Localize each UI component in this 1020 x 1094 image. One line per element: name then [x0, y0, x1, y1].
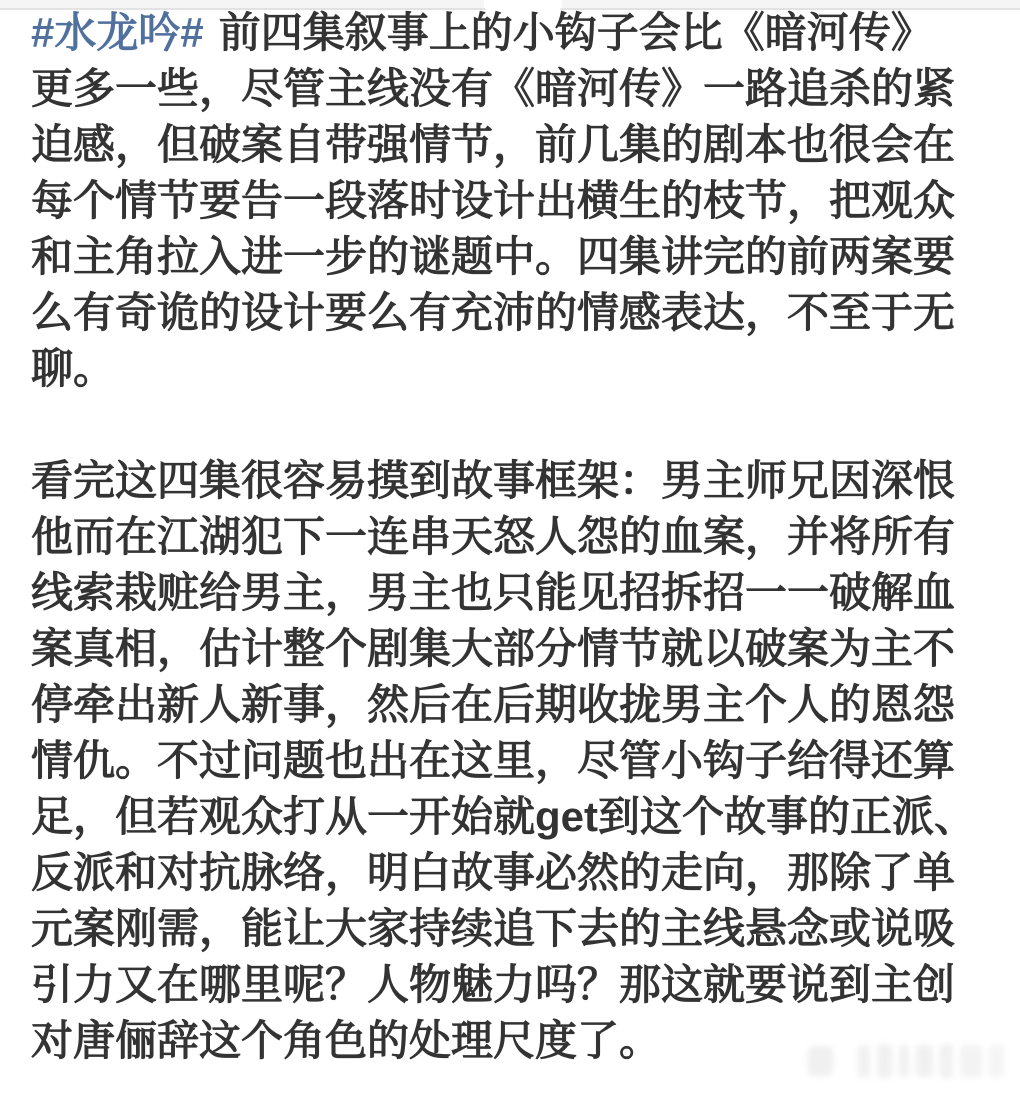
- text-line-rest: 前四集叙事上的小钩子会比《暗河传》: [218, 9, 933, 56]
- text-line: 线索栽赃给男主，男主也只能见招拆招一一破解血: [31, 569, 956, 616]
- text-line: [31, 5, 990, 61]
- text-line: 案真相，估计整个剧集大部分情节就以破案为主不: [31, 625, 956, 672]
- text-line: 迫感，但破案自带强情节，前几集的剧本也很会在: [31, 121, 956, 168]
- paragraph-1: [31, 5, 990, 397]
- text-line: 对唐俪辞这个角色的处理尺度了。: [31, 1017, 662, 1064]
- watermark-glyph: [858, 1045, 870, 1077]
- text-line: 停牵出新人新事，然后在后期收拢男主个人的恩怨: [31, 681, 956, 728]
- text-line: 元案刚需，能让大家持续追下去的主线悬念或说吸: [31, 905, 956, 952]
- text-line: 看完这四集很容易摸到故事框架：男主师兄因深恨: [31, 457, 956, 504]
- text-line: 情仇。不过问题也出在这里，尽管小钩子给得还算: [31, 737, 956, 784]
- paragraph-2: [31, 453, 990, 1069]
- weibo-watermark: [808, 1040, 1004, 1082]
- text-line: 他而在江湖犯下一连串天怒人怨的血案，并将所有: [31, 513, 956, 560]
- text-line: 引力又在哪里呢？人物魅力吗？那这就要说到主创: [31, 961, 956, 1008]
- text-line: 么有奇诡的设计要么有充沛的情感表达，不至于无: [31, 289, 956, 336]
- text-line: 更多一些，尽管主线没有《暗河传》一路追杀的紧: [31, 65, 956, 112]
- text-line: 每个情节要告一段落时设计出横生的枝节，把观众: [31, 177, 956, 224]
- watermark-glyph: [940, 1044, 953, 1078]
- watermark-glyph: [989, 1045, 1004, 1077]
- watermark-glyph: [899, 1045, 909, 1077]
- text-line: 反派和对抗脉络，明白故事必然的走向，那除了单: [31, 849, 956, 896]
- watermark-gap: [833, 1061, 858, 1062]
- watermark-glyph: [877, 1044, 892, 1078]
- post-body: [31, 5, 990, 1069]
- hashtag-link[interactable]: #水龙吟#: [31, 9, 204, 56]
- watermark-logo-icon: [808, 1046, 833, 1076]
- watermark-glyph: [960, 1045, 981, 1077]
- text-line: 和主角拉入进一步的谜题中。四集讲完的前两案要: [31, 233, 956, 280]
- watermark-glyph: [916, 1045, 933, 1077]
- text-line: 聊。: [31, 345, 116, 392]
- text-line: 足，但若观众打从一开始就get到这个故事的正派、: [31, 793, 977, 840]
